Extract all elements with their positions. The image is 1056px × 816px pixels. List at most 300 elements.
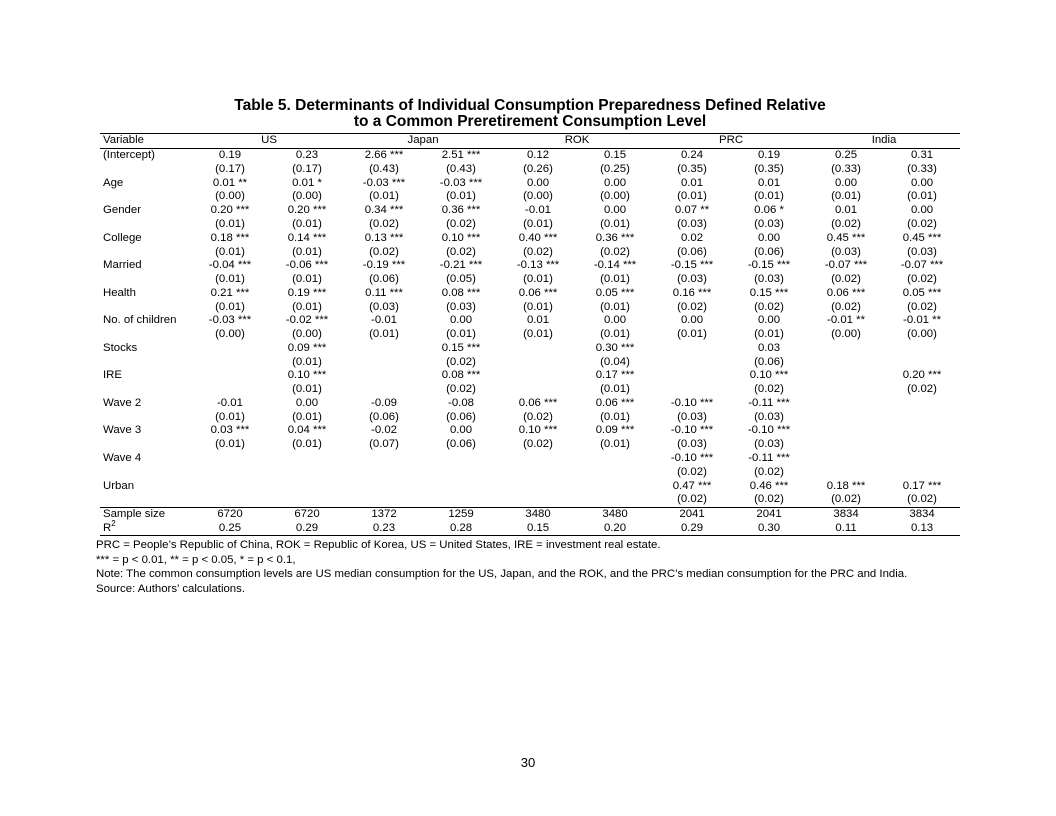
coefficient-cell: 0.01: [757, 176, 781, 189]
row-label: No. of children: [103, 314, 177, 327]
standard-error-row: [100, 355, 960, 369]
source-note: Source: Authors’ calculations.: [96, 582, 246, 595]
sample-size-cell: 3480: [525, 508, 551, 521]
row-label-spacer: [100, 410, 192, 424]
coefficient-cell: -0.01: [371, 314, 397, 327]
standard-error-cell: [346, 493, 422, 507]
significance-note: *** = p < 0.01, ** = p < 0.05, * = p < 0.1,: [96, 553, 296, 566]
standard-error-cell: (0.01): [523, 217, 553, 230]
coefficient-cell: -0.10 ***: [670, 451, 714, 464]
coefficient-cell: 0.18 ***: [210, 231, 250, 244]
consumption-note: Note: The common consumption levels are US median consumption for the US, Japan, and the ROK, and the PRC’s median consumption for the PRC and India.: [96, 568, 908, 580]
standard-error-cell: (0.03): [754, 410, 784, 423]
standard-error-cell: (0.06): [754, 245, 784, 258]
r-squared-label-base: R: [103, 521, 112, 534]
coefficient-cell: 0.46 ***: [749, 479, 789, 492]
standard-error-cell: (0.01): [215, 217, 245, 230]
standard-error-cell: (0.03): [831, 245, 861, 258]
coefficient-cell: 0.08 ***: [441, 286, 481, 299]
standard-error-cell: (0.02): [446, 217, 476, 230]
coefficient-row: [100, 397, 960, 411]
row-label-spacer: [100, 465, 192, 479]
standard-error-cell: (0.04): [600, 355, 630, 368]
standard-error-cell: (0.02): [600, 245, 630, 258]
coefficient-cell: 0.15: [603, 149, 627, 162]
standard-error-cell: (0.02): [677, 465, 707, 478]
row-label-spacer: [100, 328, 192, 342]
coefficient-cell: 0.40 ***: [518, 231, 558, 244]
coefficient-cell: 0.00: [910, 204, 934, 217]
r-squared-cell: 0.11: [835, 521, 857, 534]
variable-column-header: Variable: [103, 134, 144, 147]
standard-error-cell: (0.33): [831, 162, 861, 175]
coefficient-cell: 0.01: [526, 314, 550, 327]
coefficient-cell: 0.00: [449, 314, 473, 327]
coefficient-cell: 0.03 ***: [210, 424, 250, 437]
standard-error-cell: (0.01): [754, 328, 784, 341]
standard-error-cell: (0.03): [677, 438, 707, 451]
sample-size-cell: 1372: [371, 508, 397, 521]
standard-error-cell: (0.01): [369, 328, 399, 341]
standard-error-cell: (0.06): [446, 410, 476, 423]
standard-error-cell: [422, 465, 500, 479]
standard-error-cell: [654, 355, 730, 369]
standard-error-cell: (0.06): [677, 245, 707, 258]
standard-error-cell: (0.01): [523, 328, 553, 341]
r-squared-label: [100, 521, 192, 535]
row-label: IRE: [103, 369, 122, 382]
coefficient-cell: 0.47 ***: [672, 479, 712, 492]
standard-error-cell: (0.43): [369, 162, 399, 175]
coefficient-cell: [346, 452, 422, 466]
standard-error-cell: (0.02): [677, 300, 707, 313]
row-label: Age: [103, 176, 124, 189]
coefficient-cell: [808, 369, 884, 383]
standard-error-cell: [576, 465, 654, 479]
row-label-spacer: [100, 383, 192, 397]
standard-error-cell: (0.01): [446, 190, 476, 203]
coefficient-cell: [808, 341, 884, 355]
standard-error-cell: (0.43): [446, 162, 476, 175]
standard-error-cell: (0.33): [907, 162, 937, 175]
standard-error-cell: (0.02): [754, 300, 784, 313]
standard-error-cell: (0.03): [754, 273, 784, 286]
regression-table: [100, 133, 960, 536]
coefficient-cell: 0.06 ***: [518, 286, 558, 299]
coefficient-cell: -0.11 ***: [748, 396, 790, 409]
coefficient-cell: -0.07 ***: [900, 259, 944, 272]
standard-error-cell: (0.35): [677, 162, 707, 175]
coefficient-cell: 0.06 ***: [518, 396, 558, 409]
standard-error-cell: (0.02): [677, 493, 707, 506]
standard-error-cell: (0.01): [754, 190, 784, 203]
coefficient-cell: 0.00: [680, 314, 704, 327]
row-label: Health: [103, 286, 136, 299]
standard-error-cell: (0.02): [754, 465, 784, 478]
coefficient-cell: [500, 341, 576, 355]
row-label: Wave 2: [103, 396, 142, 409]
r-squared-cell: 0.30: [757, 521, 781, 534]
coefficient-cell: 0.07 **: [674, 204, 710, 217]
standard-error-row: [100, 163, 960, 177]
coefficient-cell: 0.09 ***: [595, 424, 635, 437]
standard-error-cell: (0.26): [523, 162, 553, 175]
coefficient-cell: [808, 452, 884, 466]
coefficient-cell: 0.20 ***: [902, 369, 942, 382]
standard-error-cell: (0.02): [754, 383, 784, 396]
coefficient-row: [100, 424, 960, 438]
r-squared-label-superscript: 2: [111, 519, 116, 529]
coefficient-cell: [422, 479, 500, 493]
coefficient-cell: 0.02: [680, 231, 704, 244]
coefficient-row: [100, 341, 960, 355]
standard-error-cell: (0.01): [600, 438, 630, 451]
standard-error-row: [100, 273, 960, 287]
coefficient-cell: 0.24: [680, 149, 704, 162]
coefficient-row: [100, 259, 960, 273]
standard-error-cell: (0.02): [754, 493, 784, 506]
coefficient-cell: 0.14 ***: [287, 231, 327, 244]
standard-error-cell: (0.00): [600, 190, 630, 203]
standard-error-cell: (0.01): [215, 410, 245, 423]
coefficient-cell: -0.21 ***: [439, 259, 483, 272]
sample-size-label: Sample size: [103, 508, 166, 521]
standard-error-cell: (0.01): [600, 217, 630, 230]
coefficient-cell: -0.01: [525, 204, 552, 217]
sample-size-cell: 3834: [833, 508, 859, 521]
standard-error-cell: (0.02): [446, 245, 476, 258]
coefficient-cell: -0.13 ***: [516, 259, 560, 272]
coefficient-cell: [500, 479, 576, 493]
standard-error-row: [100, 493, 960, 507]
row-label-spacer: [100, 273, 192, 287]
standard-error-row: [100, 245, 960, 259]
coefficient-cell: [192, 369, 268, 383]
standard-error-cell: (0.01): [292, 383, 322, 396]
standard-error-row: [100, 300, 960, 314]
coefficient-cell: -0.02 ***: [285, 314, 329, 327]
table-header-row: [100, 134, 960, 149]
standard-error-cell: (0.03): [446, 300, 476, 313]
standard-error-cell: [500, 493, 576, 507]
standard-error-cell: [576, 493, 654, 507]
standard-error-cell: (0.02): [446, 383, 476, 396]
coefficient-cell: 0.30 ***: [595, 341, 635, 354]
coefficient-cell: 0.01 **: [212, 176, 248, 189]
coefficient-cell: 0.10 ***: [749, 369, 789, 382]
coefficient-cell: 0.36 ***: [441, 204, 481, 217]
table-title-line-1: Table 5. Determinants of Individual Consumption Preparedness Defined Relative: [234, 97, 826, 114]
coefficient-cell: 0.00: [834, 176, 858, 189]
standard-error-cell: (0.00): [215, 328, 245, 341]
standard-error-cell: (0.02): [831, 273, 861, 286]
standard-error-cell: (0.00): [907, 328, 937, 341]
sample-size-cell: 2041: [756, 508, 782, 521]
coefficient-cell: 0.00: [757, 231, 781, 244]
standard-error-cell: [808, 410, 884, 424]
coefficient-cell: 0.00: [757, 314, 781, 327]
standard-error-cell: [884, 355, 960, 369]
coefficient-row: [100, 286, 960, 300]
coefficient-cell: -0.14 ***: [593, 259, 637, 272]
standard-error-cell: (0.00): [215, 190, 245, 203]
standard-error-cell: (0.01): [600, 273, 630, 286]
row-label: Urban: [103, 479, 135, 492]
standard-error-cell: [346, 355, 422, 369]
standard-error-cell: (0.02): [907, 383, 937, 396]
sample-size-cell: 6720: [217, 508, 243, 521]
standard-error-cell: [808, 355, 884, 369]
standard-error-cell: [884, 465, 960, 479]
standard-error-cell: (0.01): [369, 190, 399, 203]
standard-error-cell: [268, 465, 346, 479]
coefficient-cell: 0.01: [834, 204, 858, 217]
coefficient-cell: -0.03 ***: [439, 176, 483, 189]
coefficient-cell: -0.15 ***: [670, 259, 714, 272]
coefficient-cell: 0.00: [295, 396, 319, 409]
sample-size-row: [100, 507, 960, 521]
row-label-spacer: [100, 190, 192, 204]
standard-error-cell: (0.01): [215, 245, 245, 258]
coefficient-cell: 0.10 ***: [287, 369, 327, 382]
standard-error-cell: (0.17): [292, 162, 322, 175]
coefficient-cell: 0.00: [603, 176, 627, 189]
standard-error-cell: (0.01): [292, 300, 322, 313]
standard-error-cell: (0.01): [215, 300, 245, 313]
coefficient-cell: 0.01 *: [292, 176, 322, 189]
group-header-rok: ROK: [564, 134, 590, 147]
coefficient-cell: -0.08: [448, 396, 474, 409]
coefficient-cell: [500, 452, 576, 466]
sample-size-cell: 1259: [448, 508, 474, 521]
table-title-line-2: to a Common Preretirement Consumption Level: [353, 113, 707, 130]
coefficient-cell: -0.10 ***: [670, 424, 714, 437]
coefficient-cell: 0.15 ***: [749, 286, 789, 299]
sample-size-cell: 3480: [602, 508, 628, 521]
standard-error-cell: (0.06): [369, 410, 399, 423]
coefficient-row: [100, 479, 960, 493]
coefficient-row: [100, 369, 960, 383]
row-label: Gender: [103, 204, 141, 217]
coefficient-cell: -0.09: [371, 396, 397, 409]
coefficient-cell: -0.02: [371, 424, 397, 437]
standard-error-cell: (0.17): [215, 162, 245, 175]
coefficient-cell: -0.19 ***: [362, 259, 406, 272]
coefficient-cell: -0.01 **: [827, 314, 866, 327]
standard-error-cell: (0.01): [292, 217, 322, 230]
standard-error-cell: [422, 493, 500, 507]
coefficient-cell: [884, 424, 960, 438]
coefficient-cell: 0.17 ***: [902, 479, 942, 492]
standard-error-cell: [884, 438, 960, 452]
coefficient-cell: 0.20 ***: [210, 204, 250, 217]
coefficient-cell: 0.36 ***: [595, 231, 635, 244]
standard-error-cell: [500, 355, 576, 369]
sample-size-cell: 3834: [909, 508, 935, 521]
coefficient-cell: [422, 452, 500, 466]
coefficient-cell: 0.05 ***: [595, 286, 635, 299]
coefficient-cell: -0.10 ***: [670, 396, 714, 409]
coefficient-cell: 0.06 ***: [826, 286, 866, 299]
row-label-spacer: [100, 163, 192, 177]
coefficient-cell: 0.00: [603, 314, 627, 327]
row-label-spacer: [100, 438, 192, 452]
coefficient-cell: 2.66 ***: [364, 149, 404, 162]
coefficient-cell: 0.04 ***: [287, 424, 327, 437]
r-squared-cell: 0.29: [295, 521, 319, 534]
standard-error-cell: (0.01): [292, 245, 322, 258]
standard-error-cell: (0.00): [292, 328, 322, 341]
coefficient-cell: [884, 397, 960, 411]
coefficient-cell: [654, 369, 730, 383]
coefficient-cell: 2.51 ***: [441, 149, 481, 162]
standard-error-cell: (0.03): [369, 300, 399, 313]
row-label: College: [103, 231, 142, 244]
standard-error-cell: (0.01): [600, 300, 630, 313]
standard-error-cell: (0.07): [369, 438, 399, 451]
standard-error-cell: [500, 465, 576, 479]
row-label-spacer: [100, 355, 192, 369]
standard-error-cell: [500, 383, 576, 397]
standard-error-cell: (0.06): [369, 273, 399, 286]
coefficient-cell: -0.10 ***: [747, 424, 791, 437]
coefficient-cell: 0.00: [526, 176, 550, 189]
standard-error-cell: (0.01): [600, 410, 630, 423]
standard-error-cell: (0.25): [600, 162, 630, 175]
standard-error-cell: [192, 493, 268, 507]
group-header-japan: Japan: [407, 134, 439, 147]
standard-error-row: [100, 465, 960, 479]
standard-error-cell: (0.03): [677, 410, 707, 423]
standard-error-cell: (0.02): [831, 300, 861, 313]
coefficient-cell: [576, 452, 654, 466]
standard-error-cell: (0.03): [754, 217, 784, 230]
coefficient-cell: 0.08 ***: [441, 369, 481, 382]
coefficient-row: [100, 176, 960, 190]
table-notes: [96, 538, 907, 596]
coefficient-cell: 0.15 ***: [441, 341, 481, 354]
standard-error-cell: (0.02): [523, 245, 553, 258]
standard-error-cell: (0.01): [677, 190, 707, 203]
coefficient-cell: 0.20 ***: [287, 204, 327, 217]
standard-error-cell: (0.01): [831, 190, 861, 203]
coefficient-cell: -0.15 ***: [747, 259, 791, 272]
coefficient-cell: -0.07 ***: [824, 259, 868, 272]
row-label: Wave 3: [103, 424, 142, 437]
standard-error-cell: (0.02): [831, 217, 861, 230]
standard-error-cell: (0.02): [523, 410, 553, 423]
standard-error-cell: (0.01): [215, 273, 245, 286]
standard-error-cell: (0.01): [907, 190, 937, 203]
row-label-spacer: [100, 218, 192, 232]
coefficient-cell: [268, 479, 346, 493]
r-squared-cell: 0.25: [218, 521, 242, 534]
standard-error-cell: [808, 383, 884, 397]
standard-error-cell: [346, 383, 422, 397]
coefficient-cell: -0.04 ***: [208, 259, 252, 272]
coefficient-cell: [808, 397, 884, 411]
table-title: [100, 98, 960, 130]
coefficient-cell: 0.06 ***: [595, 396, 635, 409]
row-label-spacer: [100, 300, 192, 314]
standard-error-row: [100, 383, 960, 397]
group-header-us: US: [261, 134, 277, 147]
sample-size-cell: 2041: [679, 508, 705, 521]
standard-error-cell: (0.02): [907, 273, 937, 286]
standard-error-row: [100, 410, 960, 424]
coefficient-cell: 0.17 ***: [595, 369, 635, 382]
standard-error-cell: (0.01): [677, 328, 707, 341]
coefficient-cell: [884, 452, 960, 466]
r-squared-cell: 0.13: [910, 521, 934, 534]
standard-error-cell: (0.02): [907, 493, 937, 506]
row-label-spacer: [100, 245, 192, 259]
coefficient-cell: 0.19: [218, 149, 242, 162]
standard-error-cell: (0.02): [446, 355, 476, 368]
r-squared-row: [100, 521, 960, 535]
standard-error-cell: (0.01): [600, 328, 630, 341]
standard-error-cell: (0.02): [523, 438, 553, 451]
standard-error-cell: (0.02): [907, 217, 937, 230]
coefficient-cell: [192, 452, 268, 466]
coefficient-cell: 0.09 ***: [287, 341, 327, 354]
standard-error-cell: (0.01): [446, 328, 476, 341]
coefficient-cell: 0.10 ***: [441, 231, 481, 244]
coefficient-cell: [576, 479, 654, 493]
standard-error-cell: (0.06): [446, 438, 476, 451]
standard-error-row: [100, 328, 960, 342]
coefficient-cell: 0.18 ***: [826, 479, 866, 492]
coefficient-cell: 0.00: [449, 424, 473, 437]
abbreviations-note: PRC = People’s Republic of China, ROK = Republic of Korea, US = United States, IRE = investment real estate.: [96, 539, 661, 551]
coefficient-cell: 0.10 ***: [518, 424, 558, 437]
coefficient-row: [100, 148, 960, 162]
standard-error-cell: (0.02): [907, 300, 937, 313]
coefficient-cell: 0.00: [910, 176, 934, 189]
coefficient-cell: 0.19 ***: [287, 286, 327, 299]
group-header-prc: PRC: [719, 134, 744, 147]
coefficient-cell: -0.03 ***: [208, 314, 252, 327]
coefficient-row: [100, 314, 960, 328]
coefficient-row: [100, 204, 960, 218]
r-squared-cell: 0.23: [372, 521, 396, 534]
standard-error-cell: (0.02): [369, 217, 399, 230]
standard-error-cell: [808, 465, 884, 479]
coefficient-cell: [268, 452, 346, 466]
coefficient-cell: 0.19: [757, 149, 781, 162]
standard-error-row: [100, 218, 960, 232]
coefficient-cell: -0.06 ***: [285, 259, 329, 272]
coefficient-cell: [346, 341, 422, 355]
standard-error-cell: (0.03): [677, 273, 707, 286]
r-squared-cell: 0.28: [449, 521, 473, 534]
coefficient-cell: 0.03: [757, 341, 781, 354]
coefficient-cell: -0.01 **: [903, 314, 942, 327]
standard-error-cell: (0.06): [754, 355, 784, 368]
standard-error-cell: [884, 410, 960, 424]
standard-error-cell: (0.01): [292, 438, 322, 451]
standard-error-cell: (0.05): [446, 273, 476, 286]
standard-error-cell: (0.01): [523, 273, 553, 286]
standard-error-cell: (0.00): [292, 190, 322, 203]
coefficient-cell: [884, 341, 960, 355]
standard-error-cell: [268, 493, 346, 507]
standard-error-cell: (0.01): [292, 273, 322, 286]
standard-error-cell: (0.02): [369, 245, 399, 258]
standard-error-cell: (0.35): [754, 162, 784, 175]
coefficient-cell: 0.00: [603, 204, 627, 217]
coefficient-cell: [346, 369, 422, 383]
